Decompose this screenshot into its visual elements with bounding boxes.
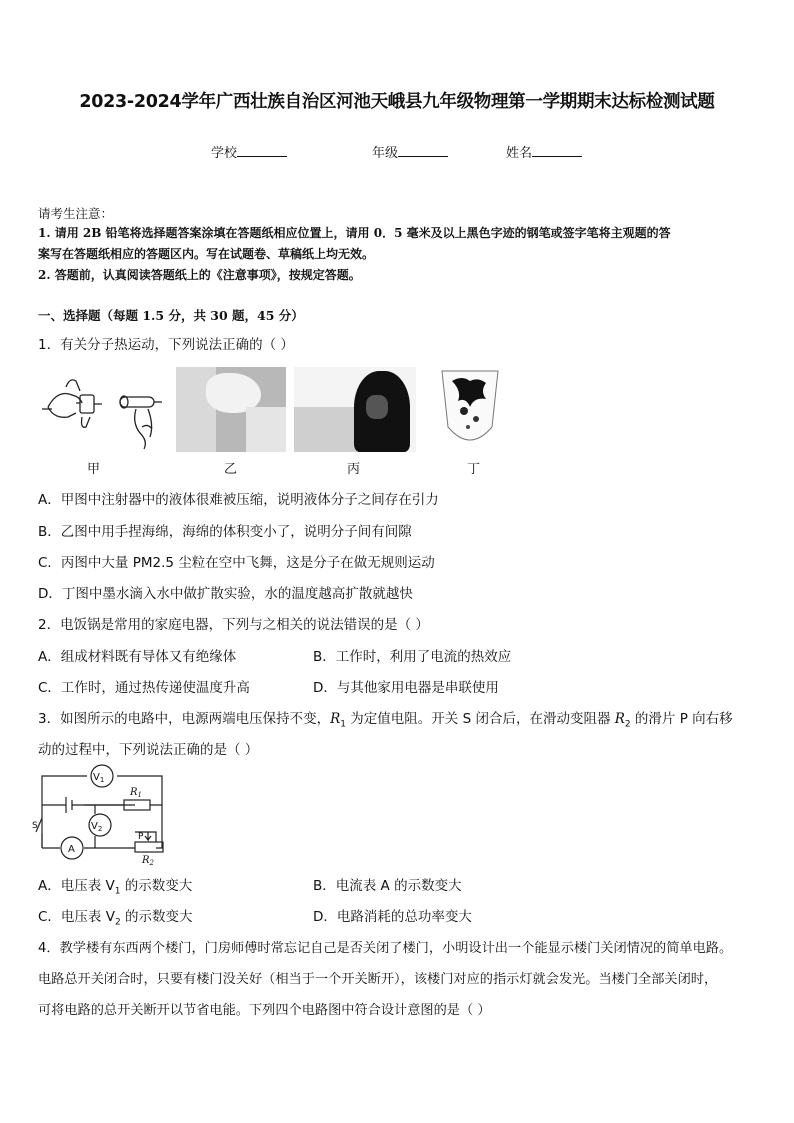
caption-ding: 丁 xyxy=(467,462,481,477)
section-heading: 一、选择题（每题 1.5 分，共 30 题，45 分） xyxy=(38,308,304,323)
notes-heading: 请考生注意： xyxy=(38,206,114,221)
dust-photo xyxy=(294,367,416,452)
caption-bing: 丙 xyxy=(347,462,361,477)
q1-option-c: C．丙图中大量 PM2.5 尘粒在空中飞舞，这是分子在做无规则运动 xyxy=(38,555,435,571)
q3-option-b: B．电流表 A 的示数变大 xyxy=(313,878,462,894)
page-title: 2023-2024学年广西壮族自治区河池天峨县九年级物理第一学期期末达标检测试题 xyxy=(79,92,715,112)
q3-option-a: A．电压表 $V_1$ 的示数变大 xyxy=(38,878,193,897)
v1-label: $V_1$ xyxy=(93,772,105,784)
q1-stem: 1．有关分子热运动，下列说法正确的（ ） xyxy=(38,337,294,353)
ink-diffusion-figure xyxy=(438,367,502,452)
q3-stem-line2: 动的过程中，下列说法正确的是（ ） xyxy=(38,742,259,758)
caption-jia: 甲 xyxy=(87,462,101,477)
q2-option-c: C．工作时，通过热传递使温度升高 xyxy=(38,680,250,696)
note-2: 2. 答题前，认真阅读答题纸上的《注意事项》，按规定答题。 xyxy=(38,268,361,282)
caption-yi: 乙 xyxy=(224,462,238,477)
switch-label: S xyxy=(32,821,38,831)
q2-option-a: A．组成材料既有导体又有绝缘体 xyxy=(38,649,237,665)
q3-stem-line1: 3．如图所示的电路中，电源两端电压保持不变，$R_1$ 为定值电阻。开关 S 闭合后，在滑动变阻器 $R_2$ 的滑片 P 向右移 xyxy=(38,711,733,730)
q3-option-d: D．电路消耗的总功率变大 xyxy=(313,909,472,925)
q3-circuit-diagram xyxy=(30,762,170,868)
grade-field[interactable]: 年级 xyxy=(372,142,448,161)
q2-option-d: D．与其他家用电器是串联使用 xyxy=(313,680,499,696)
q4-line1: 4．教学楼有东西两个楼门，门房师傅时常忘记自己是否关闭了楼门，小明设计出一个能显示楼门关闭情况的简单电路。 xyxy=(38,941,733,956)
slider-label: P xyxy=(138,832,144,842)
name-field[interactable]: 姓名 xyxy=(506,142,582,161)
q4-line3: 可将电路的总开关断开以节省电能。下列四个电路图中符合设计意图的是（ ） xyxy=(38,1003,491,1018)
q2-option-b: B．工作时，利用了电流的热效应 xyxy=(313,649,512,665)
q2-stem: 2．电饭锅是常用的家庭电器，下列与之相关的说法错误的是（ ） xyxy=(38,617,429,633)
note-1b: 案写在答题纸相应的答题区内。写在试题卷、草稿纸上均无效。 xyxy=(38,247,375,261)
r1-label: $R_1$ xyxy=(130,787,142,799)
ammeter-label: A xyxy=(68,844,75,855)
r2-label: $R_2$ xyxy=(142,855,154,867)
q4-line2: 电路总开关闭合时，只要有楼门没关好（相当于一个开关断开），该楼门对应的指示灯就会发光。当楼门全部关闭时， xyxy=(38,972,718,987)
q1-option-d: D．丁图中墨水滴入水中做扩散实验，水的温度越高扩散就越快 xyxy=(38,586,413,602)
school-field[interactable]: 学校 xyxy=(211,142,287,161)
q1-option-b: B．乙图中用手捏海绵，海绵的体积变小了，说明分子间有间隙 xyxy=(38,524,412,540)
v2-label: $V_2$ xyxy=(91,821,103,833)
note-1a: 1. 请用 2B 铅笔将选择题答案涂填在答题纸相应位置上，请用 0．5 毫米及以上黑色字迹的钢笔或签字笔将主观题的答 xyxy=(38,226,671,240)
sponge-photo xyxy=(176,367,286,452)
syringe-figure xyxy=(40,367,165,452)
q1-option-a: A．甲图中注射器中的液体很难被压缩，说明液体分子之间存在引力 xyxy=(38,492,439,508)
q3-option-c: C．电压表 $V_2$ 的示数变大 xyxy=(38,909,193,928)
